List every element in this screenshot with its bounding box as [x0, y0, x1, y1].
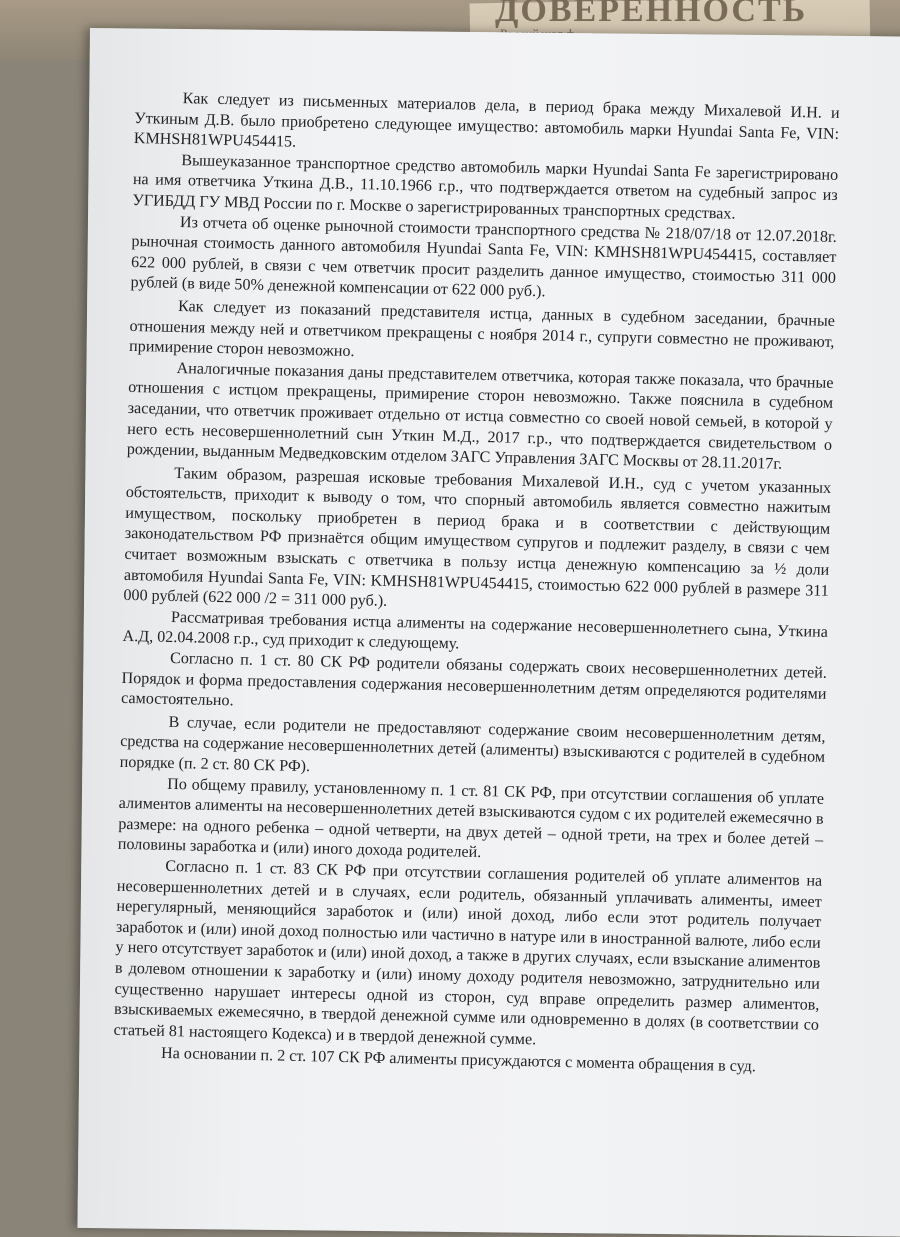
document-body [113, 88, 840, 1080]
paragraph: Рассматривая требования истца алименты на содержание несовершеннолетнего сына, Уткина А.Д, 02.04.2008 г.р., суд приходит к следующему. [122, 608, 829, 653]
paragraph: Как следует из показаний представителя истца, данных в судебном заседании, брачные отношения между ней и ответчиком прекращены с ноября 2014 г., супруги совместно не проживают, примирение сторон невозможно. [128, 297, 836, 361]
paragraph: Из отчета об оценке рыночной стоимости транспортного средства № 218/07/18 от 12.07.2018г. рыночная стоимость данного автомобиля Hyundai Santa Fe, VIN: KMHSH81WPU454415, составляет 622 000 рублей, в связи с чем ответчик просит разделить данное имущество, стоимостью 311 000 рублей (в виде 50% денежной компенсации от 622 000 руб.). [130, 213, 837, 301]
paragraph: Как следует из письменных материалов дела, в период брака между Михалевой И.Н. и Уткиным Д.В. было приобретено следующее имущество: автомобиль марки Hyundai Santa Fe, VIN: KMHSH81WPU454415. [133, 90, 840, 151]
paragraph: Согласно п. 1 ст. 80 СК РФ родители обязаны содержать своих несовершеннолетних детей. Порядок и форма предоставления содержания несовершеннолетним детям определяются родителями самостоятельно. [120, 649, 828, 710]
background-document-title: ДОВЕРЕННОСТЬ [495, 0, 808, 29]
paragraph: Вышеуказанное транспортное средство автомобиль марки Hyundai Santa Fe зарегистрировано на имя ответчика Уткина Д.В., 11.10.1966 г.р., что подтверждается ответом на судебный запрос из УГИБДД ГУ МВД России по г. Москве о зарегистрированных транспортных средствах. [132, 151, 839, 223]
paragraph: По общему правилу, установленному п. 1 ст. 81 СК РФ, при отсутствии соглашения об уплате алиментов алименты на несовершеннолетних детей взыскиваются судом с их родителей ежемесячно в размере: на одного ребенка – одной четверти, на двух детей – одной трети, на трех и более детей – половины заработка и (или) иного дохода родителей. [117, 775, 825, 862]
paragraph: На основании п. 2 ст. 107 СК РФ алименты присуждаются с момента обращения в суд. [160, 1045, 757, 1076]
paragraph: В случае, если родители не предоставляют содержание своим несовершеннолетним детям, средства на содержание несовершеннолетних детей (алименты) взыскиваются с родителей в судебном порядке (п. 2 ст. 80 СК РФ). [119, 713, 826, 776]
paragraph: Аналогичные показания даны представителем ответчика, которая также показала, что брачные отношения с истцом прекращены, примирение сторон невозможно. Также пояснила в судебном заседании, что ответчик проживает отдельно от истца совместно со своей новой семьей, в которой у него есть несовершеннолетний сын Уткин М.Д., 2017 г.р., что подтверждается свидетельством о рождении, выданным Медведковским отделом ЗАГС Управления ЗАГС Москвы от 28.11.2017г. [126, 359, 834, 473]
paragraph: Таким образом, разрешая исковые требования Михалевой И.Н., суд с учетом указанных обстоятельств, приходит к выводу о том, что спорный автомобиль является совместно нажитым имуществом, поскольку приобретен в период брака и в соответствии с действующим законодательством РФ признаётся общим имуществом супругов и подлежит разделу, в связи с чем считает возможным взыскать с ответчика в пользу истца денежную компенсацию за ½ доли автомобиля Hyundai Santa Fe, VIN: KMHSH81WPU454415, стоимостью 622 000 рублей в размере 311 000 рублей (622 000 /2 = 311 000 руб.). [123, 464, 832, 611]
paragraph: Согласно п. 1 ст. 83 СК РФ при отсутствии соглашения родителей об уплате алиментов на несовершеннолетних детей и в случаях, если родитель, обязанный уплачивать алименты, имеет нерегулярный, меняющийся заработок и (или) иной доход, либо если этот родитель получает заработок и (или) иной доход полностью или частично в натуре или в иностранной валюте, либо если у него отсутствует заработок и (или) иной доход, а также в других случаях, если взыскание алиментов в долевом отношении к заработку и (или) иному доходу родителя невозможно, затруднительно или существенно нарушает интересы одной из сторон, суд вправе определить размер алиментов, взыскиваемых ежемесячно, в твердой денежной сумме или одновременно в долях (в соответствии со статьей 81 настоящего Кодекса) и в твердой денежной сумме. [113, 857, 823, 1049]
